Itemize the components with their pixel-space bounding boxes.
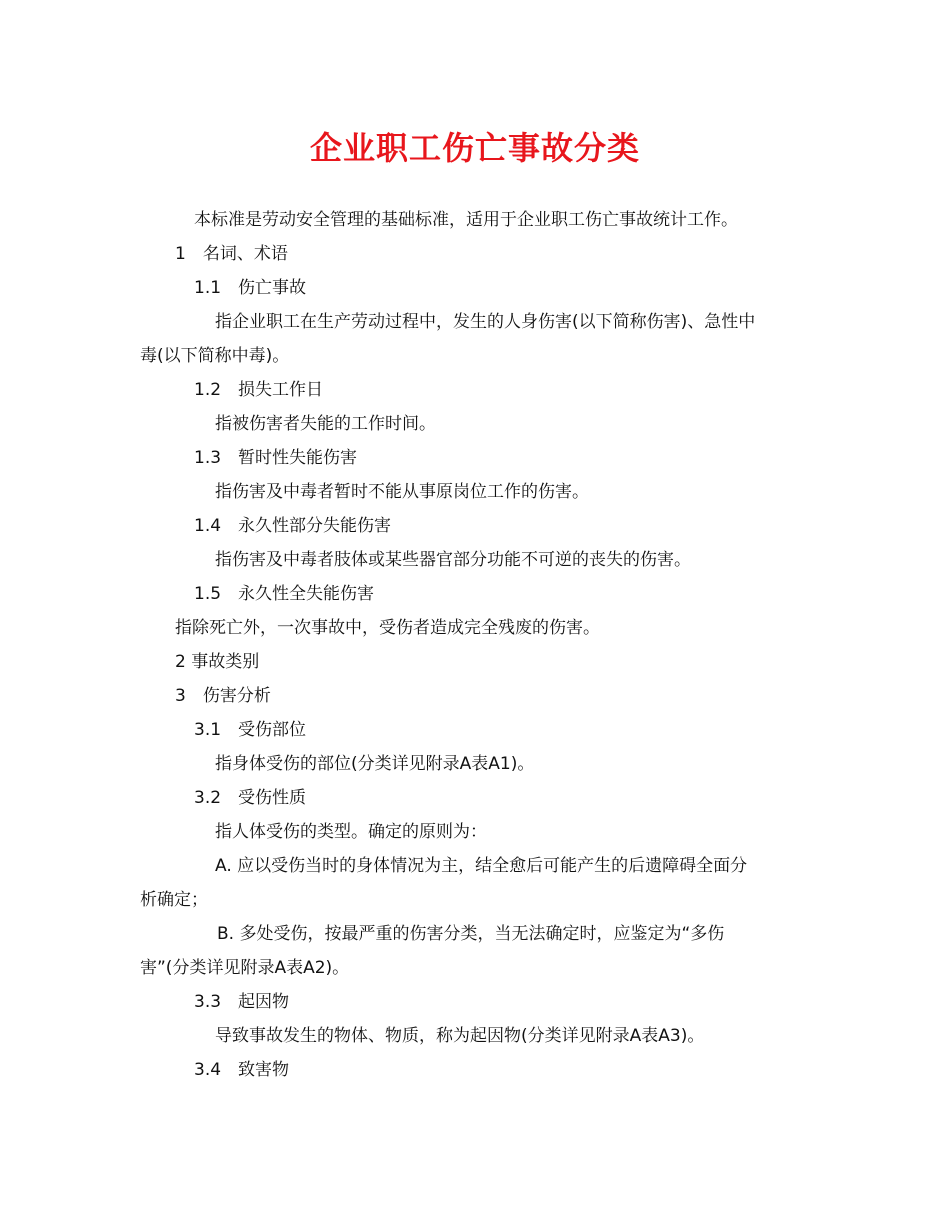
section-3-2-item-b-line2: 害”(分类详见附录A表A2)。 bbox=[140, 958, 350, 978]
intro-paragraph: 本标准是劳动安全管理的基础标准，适用于企业职工伤亡事故统计工作。 bbox=[194, 210, 738, 230]
section-1-1-text-line2: 毒(以下简称中毒)。 bbox=[140, 346, 290, 366]
section-1-4-heading: 1.4 永久性部分失能伤害 bbox=[194, 516, 392, 536]
section-1-5-heading: 1.5 永久性全失能伤害 bbox=[194, 584, 375, 604]
section-3-2-item-a-line2: 析确定； bbox=[140, 890, 208, 910]
section-1-3-heading: 1.3 暂时性失能伤害 bbox=[194, 448, 358, 468]
section-3-heading: 3 伤害分析 bbox=[175, 686, 271, 706]
section-3-4-heading: 3.4 致害物 bbox=[194, 1060, 290, 1080]
section-1-4-text: 指伤害及中毒者肢体或某些器官部分功能不可逆的丧失的伤害。 bbox=[215, 550, 691, 570]
section-3-2-heading: 3.2 受伤性质 bbox=[194, 788, 307, 808]
section-1-heading: 1 名词、术语 bbox=[175, 244, 288, 264]
section-1-5-text: 指除死亡外，一次事故中，受伤者造成完全残废的伤害。 bbox=[175, 618, 600, 638]
section-1-1-heading: 1.1 伤亡事故 bbox=[194, 278, 307, 298]
section-3-2-text: 指人体受伤的类型。确定的原则为： bbox=[215, 822, 487, 842]
section-3-2-item-b-line1: B. 多处受伤，按最严重的伤害分类，当无法确定时，应鉴定为“多伤 bbox=[217, 924, 725, 944]
section-3-2-item-a-line1: A. 应以受伤当时的身体情况为主，结全愈后可能产生的后遗障碍全面分 bbox=[215, 856, 748, 876]
section-3-1-heading: 3.1 受伤部位 bbox=[194, 720, 307, 740]
section-1-2-text: 指被伤害者失能的工作时间。 bbox=[215, 414, 436, 434]
section-3-3-text: 导致事故发生的物体、物质，称为起因物(分类详见附录A表A3)。 bbox=[215, 1026, 705, 1046]
section-1-2-heading: 1.2 损失工作日 bbox=[194, 380, 324, 400]
document-title: 企业职工伤亡事故分类 bbox=[309, 129, 640, 167]
section-3-1-text: 指身体受伤的部位(分类详见附录A表A1)。 bbox=[215, 754, 535, 774]
section-3-3-heading: 3.3 起因物 bbox=[194, 992, 290, 1012]
section-1-3-text: 指伤害及中毒者暂时不能从事原岗位工作的伤害。 bbox=[215, 482, 589, 502]
section-2-heading: 2 事故类别 bbox=[175, 652, 260, 672]
section-1-1-text-line1: 指企业职工在生产劳动过程中，发生的人身伤害(以下简称伤害)、急性中 bbox=[215, 312, 756, 332]
